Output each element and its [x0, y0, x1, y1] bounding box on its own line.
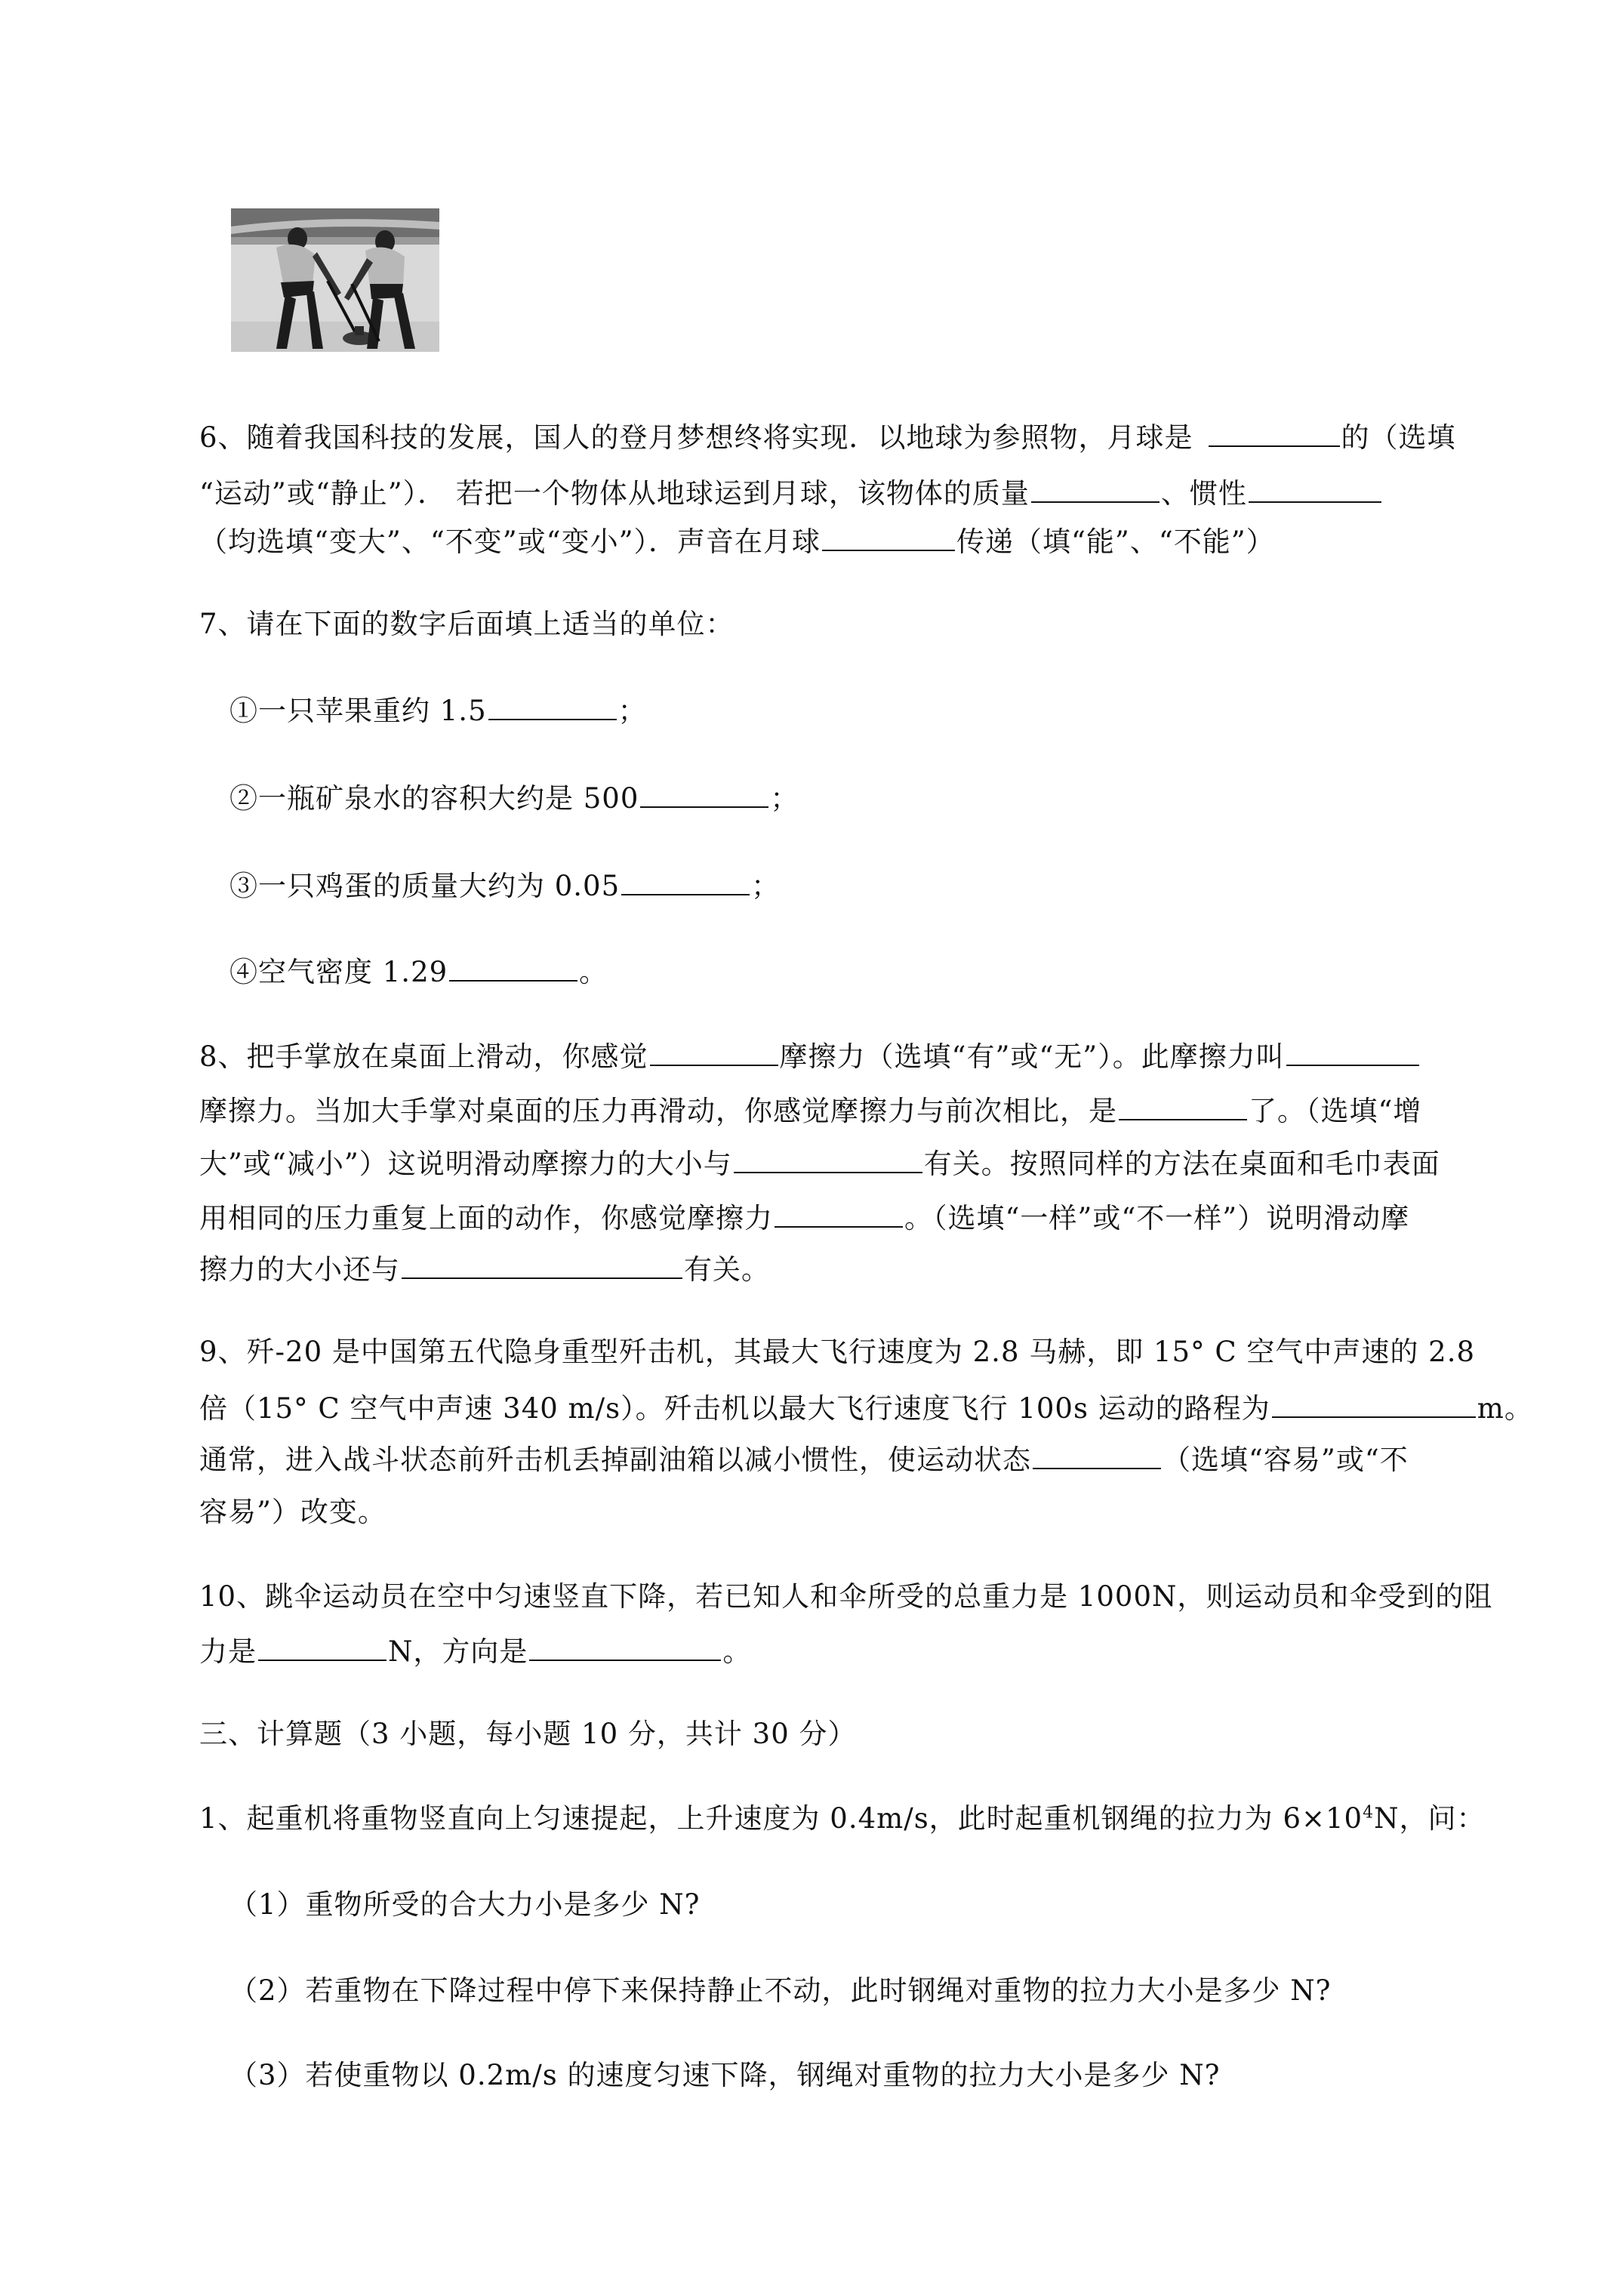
answer-blank[interactable]: [1249, 473, 1381, 503]
q7-intro: [199, 606, 735, 643]
q8-text: 擦力的大小还与: [199, 1253, 400, 1286]
q7-text: 7、请在下面的数字后面填上适当的单位：: [199, 608, 735, 640]
q8-line2: [199, 1090, 1421, 1130]
exponent: 4: [1363, 1803, 1375, 1823]
q6-text: 6、随着我国科技的发展，国人的登月梦想终将实现．以地球为参照物，月球是: [199, 421, 1193, 454]
q7-item2: [229, 778, 799, 818]
answer-blank[interactable]: [621, 865, 750, 895]
q10-text: N，方向是: [388, 1635, 528, 1668]
q10-text: 力是: [199, 1635, 257, 1668]
q8-line1: [199, 1036, 1421, 1076]
calc1-part-text: （2）若重物在下降过程中停下来保持静止不动，此时钢绳对重物的拉力大小是多少 N?: [229, 1974, 1332, 2007]
q8-line3: [199, 1143, 1440, 1183]
q9-text: 倍（15° C 空气中声速 340 m/s）。歼击机以最大飞行速度飞行 100s 运动的路程为: [199, 1392, 1270, 1425]
q7-item3: [229, 865, 780, 905]
q10-text: 。: [722, 1635, 752, 1668]
answer-blank[interactable]: [1272, 1388, 1476, 1418]
answer-blank[interactable]: [1286, 1036, 1419, 1066]
q6-text: 的（选填: [1341, 421, 1456, 454]
answer-blank[interactable]: [822, 521, 955, 551]
answer-blank[interactable]: [734, 1143, 922, 1173]
q6-text: 传递（填“能”、“不能”）: [956, 525, 1275, 558]
q9-line2: [199, 1388, 1533, 1428]
answer-blank[interactable]: [640, 778, 768, 808]
q6-line1: [199, 417, 1456, 457]
q7-text: ；: [751, 870, 781, 902]
q8-text: 摩擦力（选填“有”或“无”）。此摩擦力叫: [779, 1040, 1285, 1073]
q8-text: 有关。按照同样的方法在桌面和毛巾表面: [923, 1148, 1440, 1180]
answer-blank[interactable]: [1119, 1090, 1247, 1120]
answer-blank[interactable]: [775, 1197, 903, 1228]
q8-text: 有关。: [684, 1253, 770, 1286]
q8-text: 。（选填“一样”或“不一样”）说明滑动摩: [904, 1202, 1410, 1234]
q7-text: ④空气密度 1.29: [229, 956, 448, 988]
q6-line3: [199, 521, 1275, 561]
section-heading: [199, 1715, 857, 1753]
calc1-text: 1、起重机将重物竖直向上匀速提起，上升速度为 0.4m/s，此时起重机钢绳的拉力为 6×10: [199, 1802, 1363, 1835]
q7-text: ③一只鸡蛋的质量大约为 0.05: [229, 870, 621, 902]
calc1-part-text: （1）重物所受的合大力小是多少 N?: [229, 1888, 701, 1921]
q10-line1: [199, 1578, 1492, 1616]
q7-text: ；: [617, 695, 647, 727]
q7-text: 。: [579, 956, 608, 988]
answer-blank[interactable]: [258, 1631, 387, 1661]
answer-blank[interactable]: [402, 1249, 682, 1279]
q9-line1: [199, 1333, 1475, 1371]
q8-text: 大”或“减小”）这说明滑动摩擦力的大小与: [199, 1148, 732, 1180]
answer-blank[interactable]: [488, 690, 617, 720]
q6-line2: [199, 473, 1383, 513]
q10-line2: [199, 1631, 751, 1671]
q7-text: ；: [770, 782, 799, 815]
q8-text: 摩擦力。当加大手掌对桌面的压力再滑动，你感觉摩擦力与前次相比，是: [199, 1095, 1117, 1127]
calc1-text: N，问：: [1374, 1802, 1486, 1835]
q6-text: “运动”或“静止”）． 若把一个物体从地球运到月球，该物体的质量: [199, 477, 1030, 510]
calc1-part-text: （3）若使重物以 0.2m/s 的速度匀速下降，钢绳对重物的拉力大小是多少 N?: [229, 2059, 1221, 2091]
q10-text: 10、跳伞运动员在空中匀速竖直下降，若已知人和伞所受的总重力是 1000N，则运动员和伞受到的阻: [199, 1580, 1493, 1613]
q9-text: 9、歼-20 是中国第五代隐身重型歼击机，其最大飞行速度为 2.8 马赫，即 15° C 空气中声速的 2.8: [199, 1336, 1476, 1368]
calc1-part1: [229, 1886, 701, 1924]
calc1-part3: [229, 2057, 1220, 2094]
q6-text: （均选填“变大”、“不变”或“变小”）．声音在月球: [199, 525, 821, 558]
answer-blank[interactable]: [1209, 417, 1340, 447]
answer-blank[interactable]: [650, 1036, 778, 1066]
q7-text: ②一瓶矿泉水的容积大约是 500: [229, 782, 639, 815]
calc1-stem: [199, 1800, 1485, 1838]
q7-item4: [229, 951, 608, 991]
q8-text: 用相同的压力重复上面的动作，你感觉摩擦力: [199, 1202, 773, 1234]
q7-text: ①一只苹果重约 1.5: [229, 695, 487, 727]
q7-item1: [229, 690, 647, 730]
answer-blank[interactable]: [449, 951, 577, 982]
q9-text: 通常，进入战斗状态前歼击机丢掉副油箱以减小惯性，使运动状态: [199, 1444, 1031, 1476]
q8-line5: [199, 1249, 770, 1289]
calc1-part2: [229, 1972, 1332, 2010]
q9-text: 容易”）改变。: [199, 1496, 387, 1528]
q6-text: 、惯性: [1160, 477, 1247, 510]
q8-text: 了。（选填“增: [1249, 1095, 1422, 1127]
answer-blank[interactable]: [1031, 473, 1160, 503]
answer-blank[interactable]: [529, 1631, 721, 1661]
q9-line4: [199, 1493, 387, 1531]
answer-blank[interactable]: [1033, 1439, 1161, 1469]
section-heading-text: 三、计算题（3 小题，每小题 10 分，共计 30 分）: [199, 1718, 857, 1750]
q9-text: （选填“容易”或“不: [1163, 1444, 1409, 1476]
q9-text: m。: [1477, 1392, 1533, 1425]
q8-text: 8、把手掌放在桌面上滑动，你感觉: [199, 1040, 648, 1073]
curling-photo-icon: [231, 208, 439, 352]
q9-line3: [199, 1439, 1409, 1479]
q8-line4: [199, 1197, 1409, 1237]
